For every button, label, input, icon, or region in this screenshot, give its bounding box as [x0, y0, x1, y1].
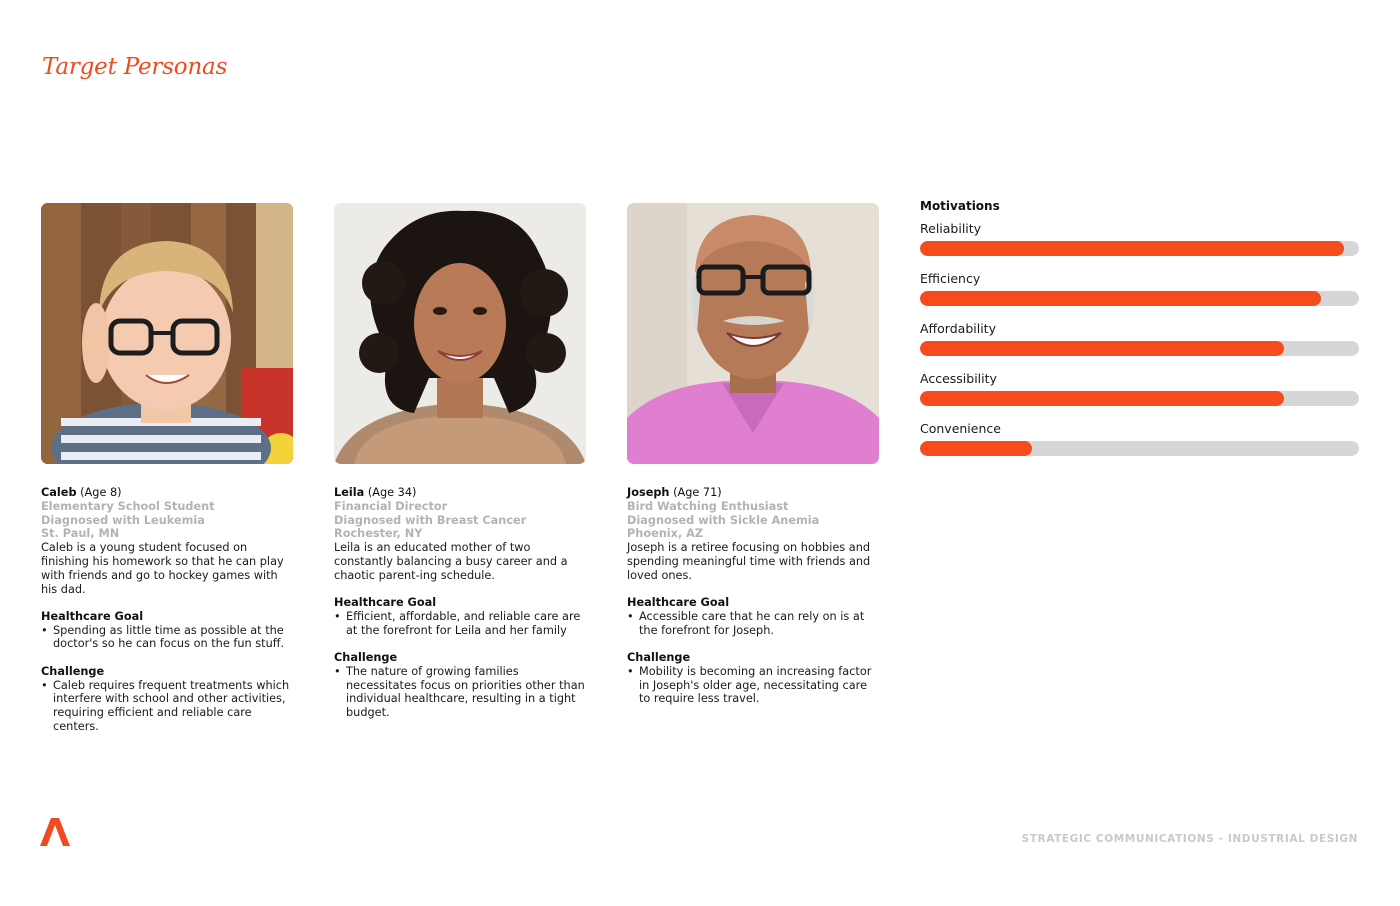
persona-location: St. Paul, MN	[41, 527, 120, 541]
persona-photo-leila	[334, 203, 586, 464]
persona-occupation: Financial Director	[334, 499, 448, 513]
motivation-label: Efficiency	[920, 271, 981, 286]
motivation-bar-fill-efficiency	[920, 291, 1321, 306]
challenge-list	[41, 679, 294, 734]
healthcare-goal-item: • Efficient, affordable, and reliable care are at the forefront for Leila and her family	[334, 610, 587, 638]
persona-name-line	[334, 486, 587, 500]
motivation-label: Reliability	[920, 221, 982, 236]
motivation-bar-fill-accessibility	[920, 391, 1284, 406]
challenge-item: • Mobility is becoming an increasing factor in Joseph's older age, necessitating care to require less travel.	[627, 665, 880, 706]
challenge-heading: Challenge	[627, 650, 691, 664]
motivation-bar-track	[920, 291, 1359, 306]
motivation-label: Affordability	[920, 321, 996, 336]
motivation-bar-fill-convenience	[920, 441, 1032, 456]
motivation-bar-fill-affordability	[920, 341, 1284, 356]
motivation-bar-track	[920, 441, 1359, 456]
persona-age: (Age 34)	[367, 486, 417, 499]
motivation-bar-track	[920, 241, 1359, 256]
healthcare-goal-list	[41, 624, 294, 652]
persona-photo-caleb	[41, 203, 293, 464]
page-title: Target Personas	[42, 54, 228, 80]
persona-occupation: Bird Watching Enthusiast	[627, 499, 789, 513]
challenge-item: • The nature of growing families necessitates focus on priorities other than individual healthcare, resulting in a tight budget.	[334, 665, 587, 720]
persona-name: Joseph	[627, 486, 670, 499]
challenge-item: • Caleb requires frequent treatments which interfere with school and other activities, requiring efficient and reliable care centers.	[41, 679, 294, 734]
footer-caption: STRATEGIC COMMUNICATIONS - INDUSTRIAL DESIGN	[1021, 833, 1358, 845]
motivation-label: Convenience	[920, 421, 1001, 436]
persona-location: Rochester, NY	[334, 527, 423, 541]
persona-card-leila	[334, 203, 587, 720]
persona-info-caleb	[41, 486, 294, 734]
persona-info-joseph	[627, 486, 880, 706]
motivation-bar-track	[920, 341, 1359, 356]
persona-age: (Age 8)	[80, 486, 122, 499]
persona-name-line	[627, 486, 880, 500]
healthcare-goal-item: • Spending as little time as possible at the doctor's so he can focus on the fun stuff.	[41, 624, 294, 652]
persona-name-line	[41, 486, 294, 500]
healthcare-goal-heading: Healthcare Goal	[627, 596, 730, 610]
persona-name: Caleb	[41, 486, 77, 499]
healthcare-goal-heading: Healthcare Goal	[334, 596, 437, 610]
challenge-heading: Challenge	[41, 664, 105, 678]
persona-occupation: Elementary School Student	[41, 499, 215, 513]
motivation-label: Accessibility	[920, 371, 997, 386]
healthcare-goal-item: • Accessible care that he can rely on is at the forefront for Joseph.	[627, 610, 880, 638]
persona-diagnosis: Diagnosed with Leukemia	[41, 513, 205, 527]
persona-diagnosis: Diagnosed with Sickle Anemia	[627, 513, 820, 527]
healthcare-goal-list	[334, 610, 587, 638]
persona-card-joseph	[627, 203, 880, 706]
motivations-title: Motivations	[920, 199, 1000, 213]
persona-description: Leila is an educated mother of two constantly balancing a busy career and a chaotic parent-ing schedule.	[334, 541, 568, 582]
persona-photo-joseph	[627, 203, 879, 464]
challenge-heading: Challenge	[334, 650, 398, 664]
motivations-panel	[920, 199, 1359, 471]
healthcare-goal-list	[627, 610, 880, 638]
persona-description: Caleb is a young student focused on finishing his homework so that he can play with friends and go to hockey games with his dad.	[41, 541, 284, 596]
motivation-bar-track	[920, 391, 1359, 406]
healthcare-goal-heading: Healthcare Goal	[41, 609, 144, 623]
challenge-list	[334, 665, 587, 720]
persona-name: Leila	[334, 486, 365, 499]
motivation-bar-fill-reliability	[920, 241, 1344, 256]
persona-location: Phoenix, AZ	[627, 527, 704, 541]
orange-caret-logo-icon	[40, 818, 70, 846]
challenge-list	[627, 665, 880, 706]
persona-info-leila	[334, 486, 587, 720]
persona-card-caleb	[41, 203, 294, 734]
persona-diagnosis: Diagnosed with Breast Cancer	[334, 513, 527, 527]
persona-age: (Age 71)	[673, 486, 722, 499]
persona-description: Joseph is a retiree focusing on hobbies and spending meaningful time with friends and loved ones.	[627, 541, 871, 582]
